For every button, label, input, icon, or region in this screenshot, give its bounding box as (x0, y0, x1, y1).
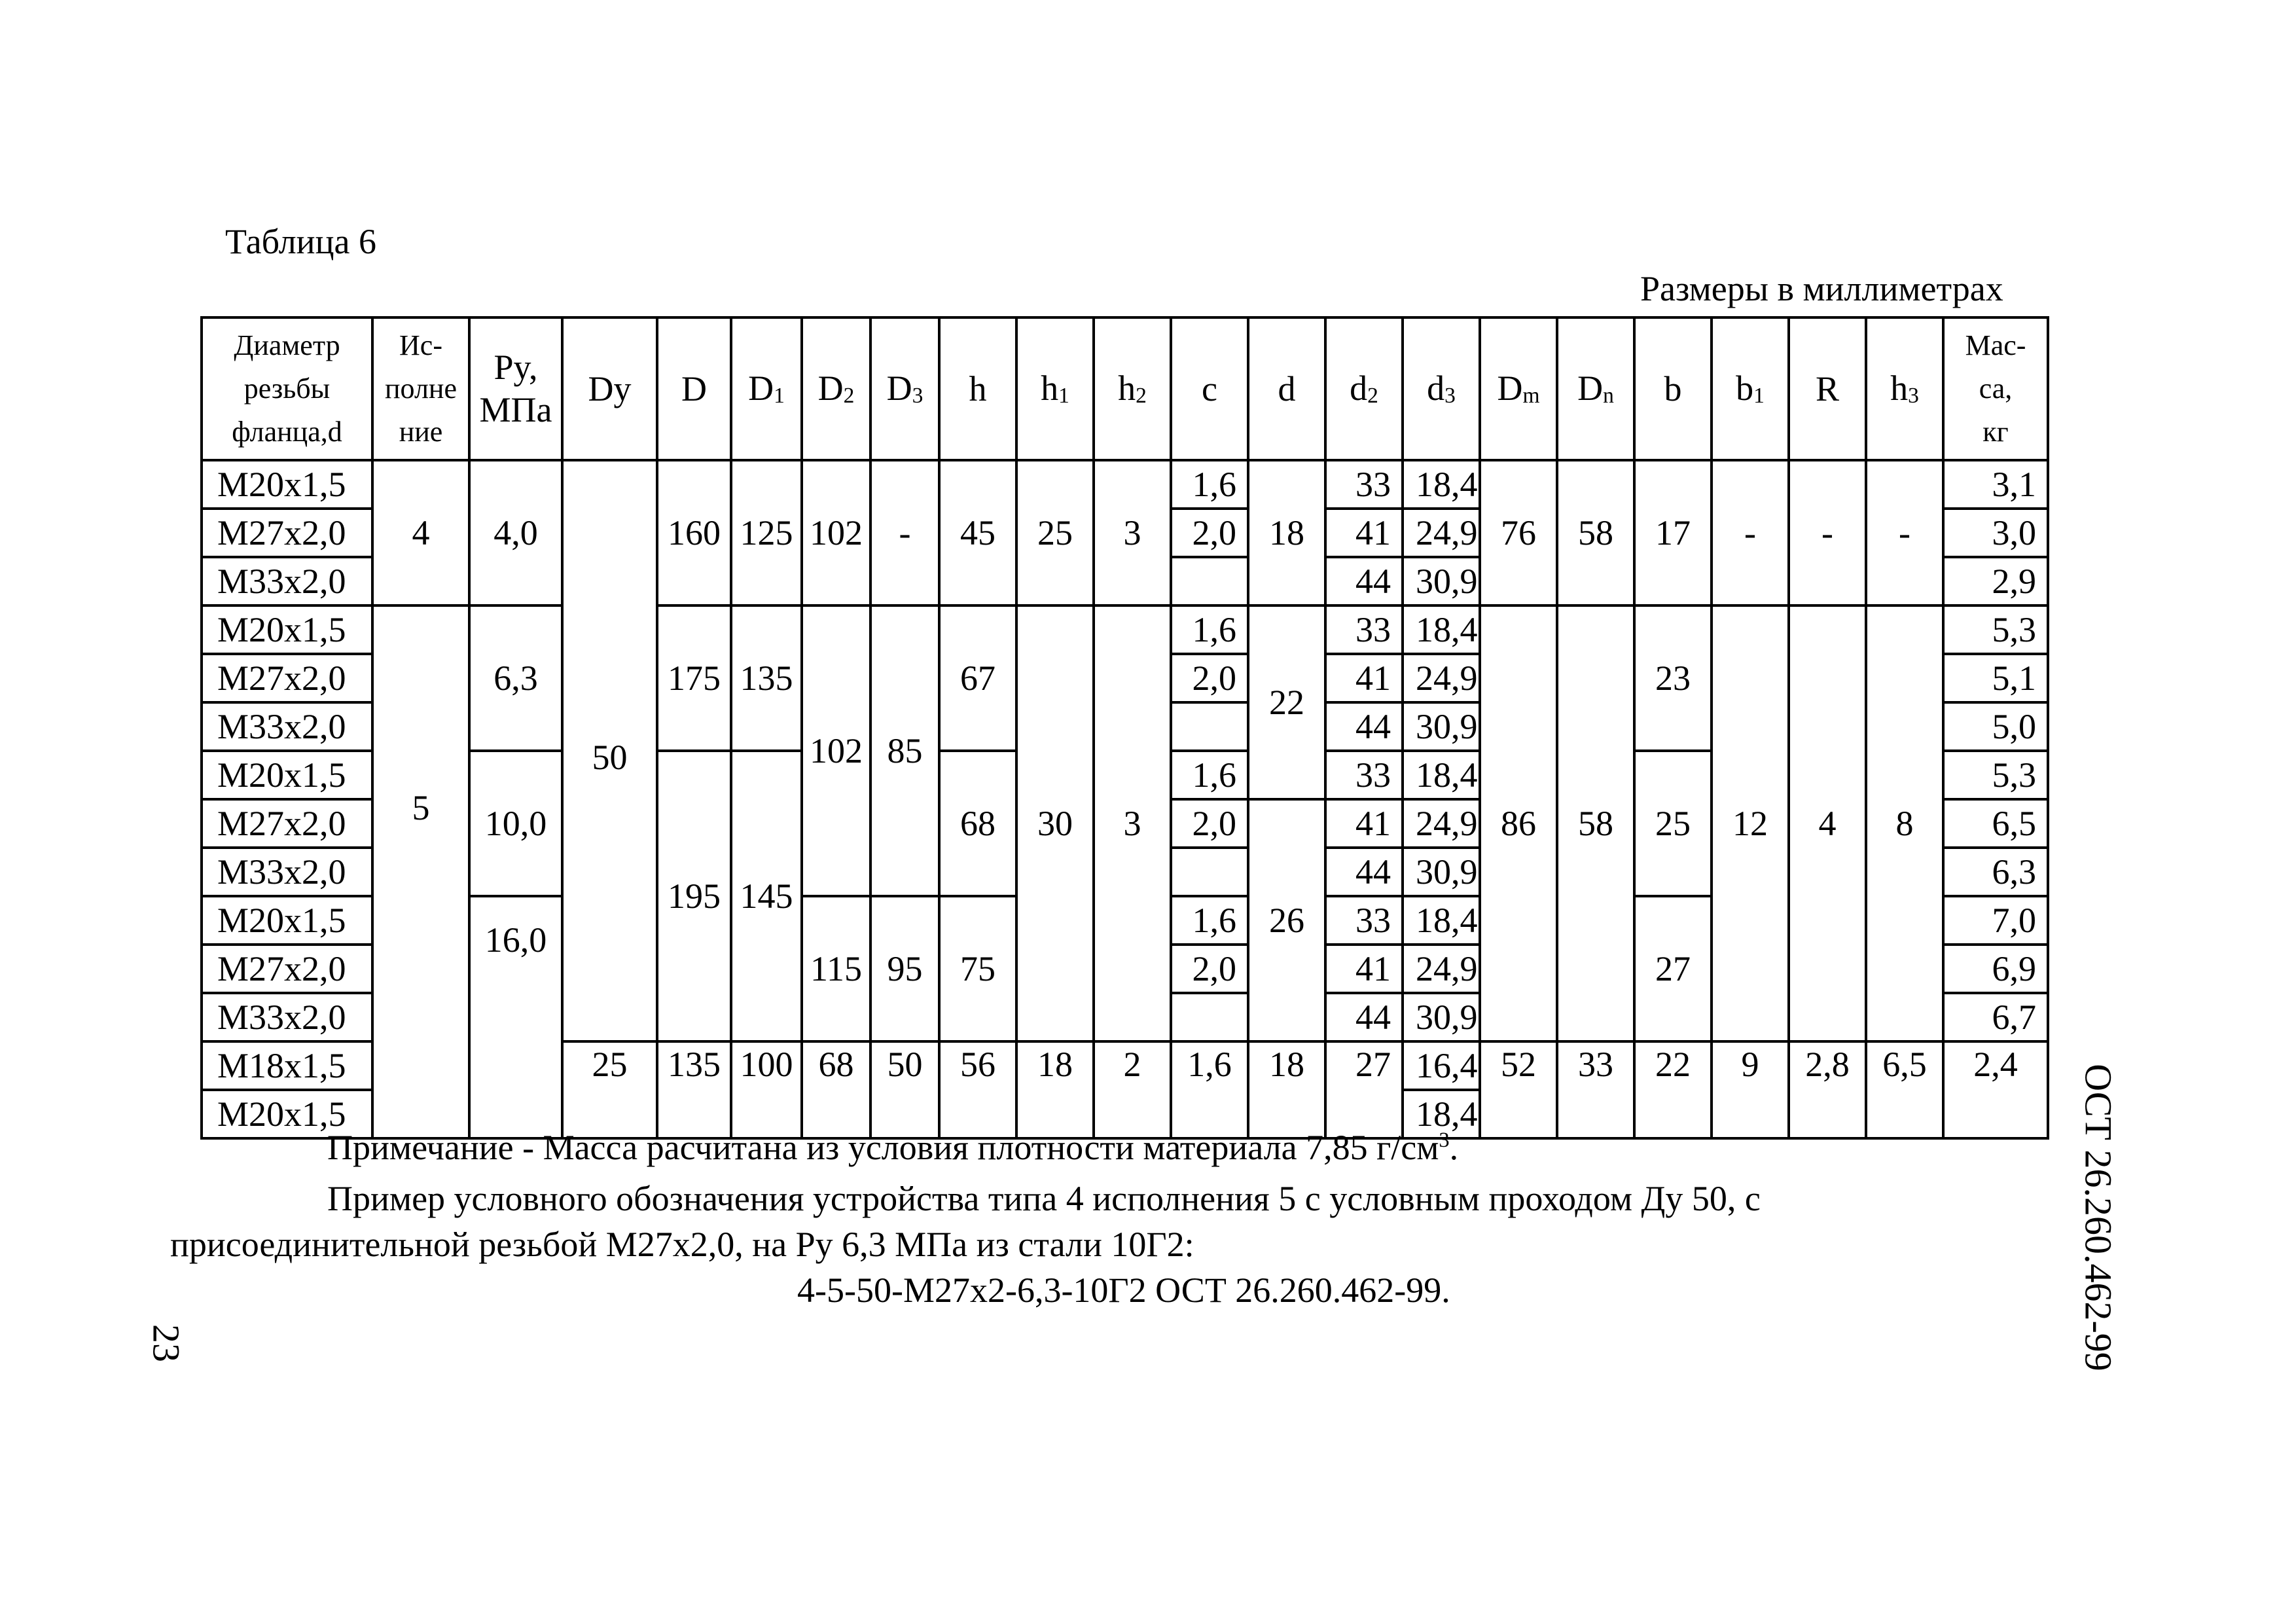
header-thread: Диаметр резьбы фланца,d (202, 317, 372, 460)
b-cell: 23 (1634, 605, 1712, 751)
h-cell: 56 (939, 1041, 1016, 1138)
D1-cell: 145 (731, 751, 802, 1041)
header-mass: Мас- са, кг (1943, 317, 2048, 460)
note-text: Примечание - Масса расчитана из условия плотности материала 7,85 $г/см^3$. (327, 1128, 1459, 1167)
h3-cell: 6,5 (1866, 1041, 1943, 1138)
D3-cell: 50 (870, 1041, 939, 1138)
mass-cell: 5,0 (1943, 702, 2048, 751)
d3-cell: 30,9 (1403, 557, 1480, 605)
dy-cell: 25 (562, 1041, 657, 1138)
thread-cell: М18х1,5 (202, 1041, 372, 1090)
D-cell: 175 (657, 605, 731, 751)
header-b: b (1634, 317, 1712, 460)
document-id: ОСТ 26.260.462-99 (2077, 1064, 2120, 1371)
py-cell: 10,0 (469, 751, 562, 896)
py-cell: 6,3 (469, 605, 562, 751)
py-cell: 4,0 (469, 460, 562, 605)
py-cell: 16,0 (469, 896, 562, 1138)
b-cell: 17 (1634, 460, 1712, 605)
version-cell: 4 (372, 460, 469, 605)
header-dy: Dy (562, 317, 657, 460)
h-cell: 45 (939, 460, 1016, 605)
d3-cell: 18,4 (1403, 605, 1480, 654)
thread-cell: М33х2,0 (202, 993, 372, 1041)
dy-cell: 50 (562, 460, 657, 1041)
header-d2: $d_2$ (1325, 317, 1403, 460)
header-h3: $h_3$ (1866, 317, 1943, 460)
header-h2: $h_2$ (1094, 317, 1171, 460)
D-cell: 195 (657, 751, 731, 1041)
d3-cell: 16,4 (1403, 1041, 1480, 1090)
header-Dn: $D_n$ (1557, 317, 1634, 460)
thread-cell: М27х2,0 (202, 509, 372, 557)
d3-cell: 24,9 (1403, 509, 1480, 557)
d2-cell: 27 (1325, 1041, 1403, 1138)
R-cell: 2,8 (1789, 1041, 1866, 1138)
c-cell-empty (1171, 993, 1248, 1041)
d3-cell: 18,4 (1403, 896, 1480, 945)
header-py: Py, МПа (469, 317, 562, 460)
d3-cell: 24,9 (1403, 945, 1480, 993)
header-D: D (657, 317, 731, 460)
b-cell: 25 (1634, 751, 1712, 896)
D2-cell: 102 (802, 605, 870, 896)
R-cell: 4 (1789, 605, 1866, 1041)
mass-cell: 2,9 (1943, 557, 2048, 605)
d2-cell: 44 (1325, 848, 1403, 896)
D1-cell: 135 (731, 605, 802, 751)
mass-cell: 3,1 (1943, 460, 2048, 509)
header-D3: $D_3$ (870, 317, 939, 460)
d3-cell: 24,9 (1403, 654, 1480, 702)
table-title: Таблица 6 (225, 222, 376, 261)
d2-cell: 41 (1325, 799, 1403, 848)
example-line-2: присоединительной резьбой М27х2,0, на Ру 6,3 МПа из стали 10Г2: (170, 1225, 1194, 1264)
header-R: R (1789, 317, 1866, 460)
thread-cell: М20х1,5 (202, 896, 372, 945)
R-cell: - (1789, 460, 1866, 605)
mass-cell: 6,7 (1943, 993, 2048, 1041)
header-b1: $b_1$ (1712, 317, 1789, 460)
header-D1: $D_1$ (731, 317, 802, 460)
mass-cell: 6,3 (1943, 848, 2048, 896)
header-h1: $h_1$ (1016, 317, 1094, 460)
h-cell: 68 (939, 751, 1016, 896)
c-cell: 2,0 (1171, 509, 1248, 557)
Dn-cell: 33 (1557, 1041, 1634, 1138)
thread-cell: М33х2,0 (202, 557, 372, 605)
b1-cell: - (1712, 460, 1789, 605)
thread-cell: М27х2,0 (202, 945, 372, 993)
d3-cell: 30,9 (1403, 993, 1480, 1041)
dimensions-table (200, 316, 2049, 1140)
mass-cell: 6,9 (1943, 945, 2048, 993)
d3-cell: 24,9 (1403, 799, 1480, 848)
h1-cell: 18 (1016, 1041, 1094, 1138)
Dn-cell: 58 (1557, 605, 1634, 1041)
d-cell: 26 (1248, 799, 1325, 1041)
h2-cell: 3 (1094, 605, 1171, 1041)
d2-cell: 44 (1325, 702, 1403, 751)
c-cell: 1,6 (1171, 751, 1248, 799)
d2-cell: 33 (1325, 751, 1403, 799)
h1-cell: 25 (1016, 460, 1094, 605)
h2-cell: 3 (1094, 460, 1171, 605)
c-cell: 1,6 (1171, 1041, 1248, 1138)
h-cell: 67 (939, 605, 1016, 751)
page-number: 23 (145, 1324, 188, 1362)
d2-cell: 41 (1325, 509, 1403, 557)
h3-cell: - (1866, 460, 1943, 605)
d3-cell: 18,4 (1403, 1090, 1480, 1138)
h-cell: 75 (939, 896, 1016, 1041)
thread-cell: М20х1,5 (202, 751, 372, 799)
c-cell-empty (1171, 702, 1248, 751)
d-cell: 22 (1248, 605, 1325, 799)
header-d3: $d_3$ (1403, 317, 1480, 460)
d3-cell: 18,4 (1403, 751, 1480, 799)
d2-cell: 44 (1325, 993, 1403, 1041)
thread-cell: М27х2,0 (202, 654, 372, 702)
b1-cell: 12 (1712, 605, 1789, 1041)
d2-cell: 41 (1325, 945, 1403, 993)
header-d: d (1248, 317, 1325, 460)
example-line-1: Пример условного обозначения устройства типа 4 исполнения 5 с условным проходом Ду 50, с (327, 1179, 1761, 1218)
b-cell: 22 (1634, 1041, 1712, 1138)
d-cell: 18 (1248, 1041, 1325, 1138)
b-cell: 27 (1634, 896, 1712, 1041)
Dn-cell: 58 (1557, 460, 1634, 605)
c-cell-empty (1171, 848, 1248, 896)
D3-cell: 95 (870, 896, 939, 1041)
mass-cell: 5,1 (1943, 654, 2048, 702)
header-c: c (1171, 317, 1248, 460)
D1-cell: 100 (731, 1041, 802, 1138)
version-cell: 5 (372, 605, 469, 1138)
mass-cell: 3,0 (1943, 509, 2048, 557)
table-row (202, 460, 2048, 509)
h3-cell: 8 (1866, 605, 1943, 1041)
mass-cell: 6,5 (1943, 799, 2048, 848)
D3-cell: - (870, 460, 939, 605)
D1-cell: 125 (731, 460, 802, 605)
thread-cell: М20х1,5 (202, 460, 372, 509)
h1-cell: 30 (1016, 605, 1094, 1041)
mass-cell: 5,3 (1943, 751, 2048, 799)
c-cell-empty (1171, 557, 1248, 605)
c-cell: 1,6 (1171, 605, 1248, 654)
Dm-cell: 76 (1480, 460, 1557, 605)
d3-cell: 30,9 (1403, 702, 1480, 751)
d3-cell: 18,4 (1403, 460, 1480, 509)
mass-cell: 2,4 (1943, 1041, 2048, 1138)
header-h: h (939, 317, 1016, 460)
d2-cell: 33 (1325, 605, 1403, 654)
c-cell: 2,0 (1171, 799, 1248, 848)
table-row (202, 605, 2048, 654)
header-Dm: $D_m$ (1480, 317, 1557, 460)
header-row (202, 317, 2048, 460)
thread-cell: М20х1,5 (202, 605, 372, 654)
thread-cell: М27х2,0 (202, 799, 372, 848)
c-cell: 1,6 (1171, 896, 1248, 945)
thread-cell: М33х2,0 (202, 848, 372, 896)
designation-example: 4-5-50-М27х2-6,3-10Г2 ОСТ 26.260.462-99. (797, 1271, 1450, 1310)
units-caption: Размеры в миллиметрах (1640, 269, 2003, 308)
header-version: Ис- полне ние (372, 317, 469, 460)
c-cell: 2,0 (1171, 945, 1248, 993)
D-cell: 160 (657, 460, 731, 605)
D2-cell: 68 (802, 1041, 870, 1138)
thread-cell: М20х1,5 (202, 1090, 372, 1138)
Dm-cell: 86 (1480, 605, 1557, 1041)
d2-cell: 44 (1325, 557, 1403, 605)
D2-cell: 102 (802, 460, 870, 605)
d-cell: 18 (1248, 460, 1325, 605)
c-cell: 2,0 (1171, 654, 1248, 702)
d2-cell: 33 (1325, 460, 1403, 509)
b1-cell: 9 (1712, 1041, 1789, 1138)
D3-cell: 85 (870, 605, 939, 896)
thread-cell: М33х2,0 (202, 702, 372, 751)
D-cell: 135 (657, 1041, 731, 1138)
D2-cell: 115 (802, 896, 870, 1041)
mass-cell: 5,3 (1943, 605, 2048, 654)
d2-cell: 41 (1325, 654, 1403, 702)
c-cell: 1,6 (1171, 460, 1248, 509)
mass-cell: 7,0 (1943, 896, 2048, 945)
header-D2: $D_2$ (802, 317, 870, 460)
d2-cell: 33 (1325, 896, 1403, 945)
d3-cell: 30,9 (1403, 848, 1480, 896)
h2-cell: 2 (1094, 1041, 1171, 1138)
Dm-cell: 52 (1480, 1041, 1557, 1138)
